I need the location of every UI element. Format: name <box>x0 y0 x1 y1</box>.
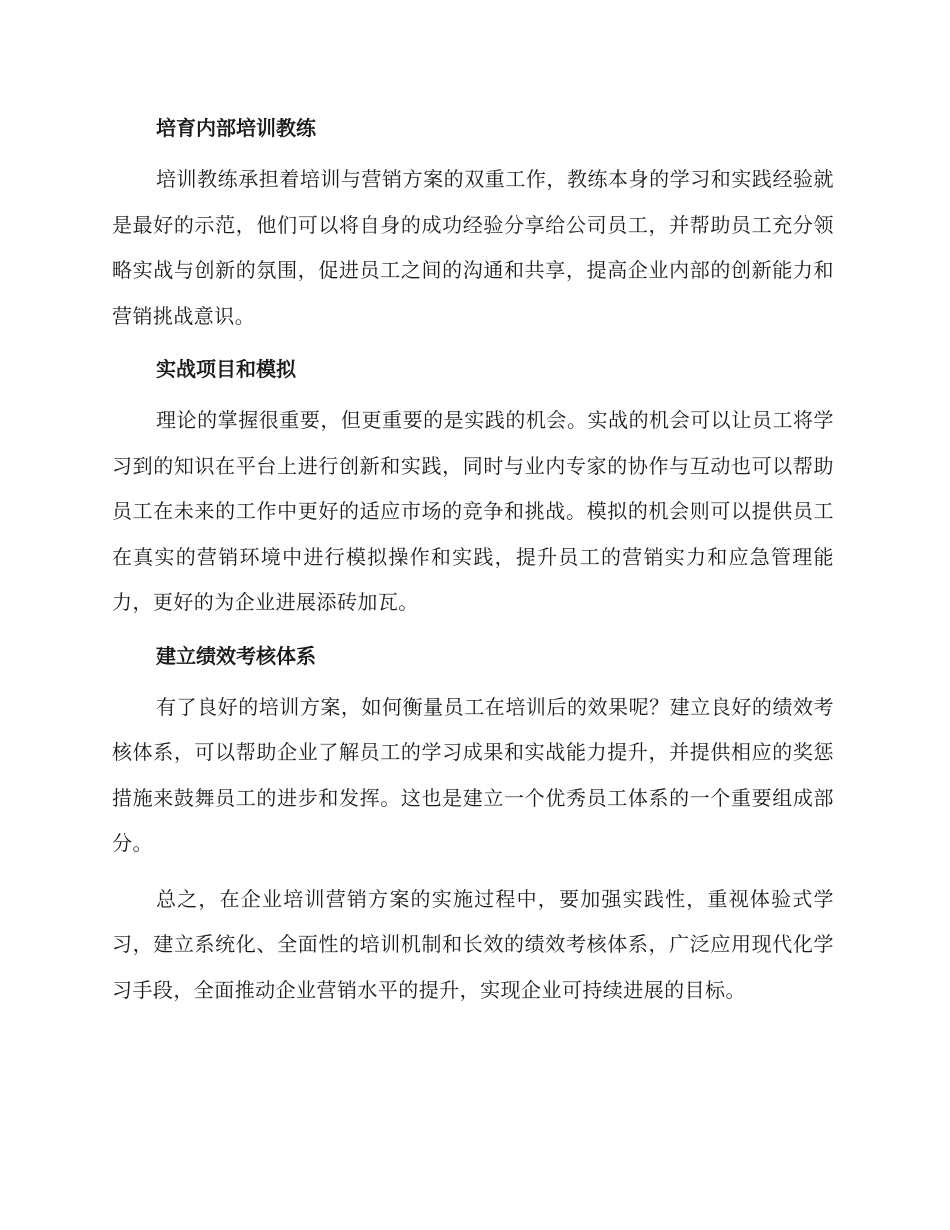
section-heading: 实战项目和模拟 <box>156 357 296 381</box>
section-paragraph: 理论的掌握很重要，但更重要的是实践的机会。实战的机会可以让员工将学习到的知识在平台上进行创新和实践，同时与业内专家的协作与互动也可以帮助员工在未来的工作中更好的适应市场的竞争和挑战。模拟的机会则可以提供员工在真实的营销环境中进行模拟操作和实践，提升员工的营销实力和应急管理能力，更好的为企业进展添砖加瓦。 <box>112 408 834 614</box>
section-paragraph: 有了良好的培训方案，如何衡量员工在培训后的效果呢？建立良好的绩效考核体系，可以帮助企业了解员工的学习成果和实战能力提升，并提供相应的奖惩措施来鼓舞员工的进步和发挥。这也是建立一个优秀员工体系的一个重要组成部分。 <box>112 694 834 855</box>
section-paragraph: 培训教练承担着培训与营销方案的双重工作，教练本身的学习和实践经验就是最好的示范，他们可以将自身的成功经验分享给公司员工，并帮助员工充分领略实战与创新的氛围，促进员工之间的沟通和共享，提高企业内部的创新能力和营销挑战意识。 <box>112 167 834 328</box>
section-heading: 建立绩效考核体系 <box>156 643 316 668</box>
conclusion-paragraph: 总之，在企业培训营销方案的实施过程中，要加强实践性，重视体验式学习，建立系统化、全面性的培训机制和长效的绩效考核体系，广泛应用现代化学习手段，全面推动企业营销水平的提升，实现企业可持续进展的目标。 <box>112 886 834 1002</box>
section-heading: 培育内部培训教练 <box>156 116 316 140</box>
document-body <box>112 108 834 1023</box>
